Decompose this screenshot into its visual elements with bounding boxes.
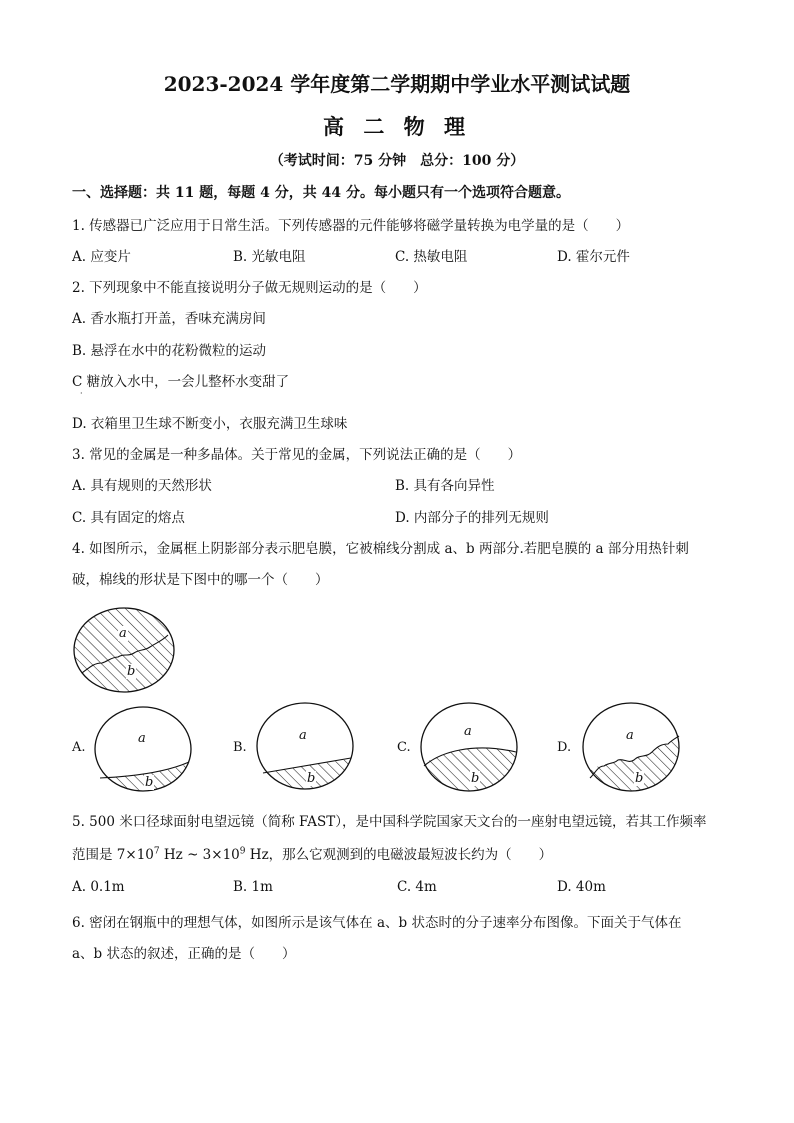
option-a-label-a: a (138, 731, 146, 746)
exam-subject: 高 二 物 理 (323, 114, 471, 139)
q4-option-c-label: C. (397, 740, 411, 755)
q6-stem-line2: a、b 状态的叙述，正确的是（ ） (72, 946, 296, 962)
q2-option-a: A. 香水瓶打开盖，香味充满房间 (72, 311, 266, 327)
q2-option-d: D. 衣箱里卫生球不断变小，衣服充满卫生球味 (72, 416, 348, 432)
q2-option-c: C 糖放入水中，一会儿整杯水变甜了 (72, 374, 290, 390)
q5-stem-line1: 5. 500 米口径球面射电望远镜（简称 FAST），是中国科学院国家天文台的一座射电望远镜，若其工作频率 (72, 814, 707, 830)
q4-option-b-figure (254, 700, 356, 792)
q1-stem: 1. 传感器已广泛应用于日常生活。下列传感器的元件能够将磁学量转换为电学量的是（ ） (72, 218, 630, 234)
q4-option-d-label: D. (557, 740, 572, 755)
q4-stem-line1: 4. 如图所示，金属框上阴影部分表示肥皂膜，它被棉线分割成 a、b 两部分.若肥皂膜的 a 部分用热针刺 (72, 541, 689, 557)
q5-text-post: Hz，那么它观测到的电磁波最短波长约为（ ） (245, 847, 553, 863)
q1-option-a: A. 应变片 (72, 249, 131, 265)
q5-exponent-1: 7 (153, 846, 160, 857)
q1-option-c: C. 热敏电阻 (395, 249, 468, 265)
exam-title: 2023-2024 学年度第二学期期中学业水平测试试题 (163, 72, 631, 96)
q5-text-pre: 范围是 7×10 (72, 847, 154, 863)
q5-text-mid: Hz ~ 3×10 (159, 847, 240, 863)
q4-option-d-figure (580, 700, 682, 794)
option-c-label-b: b (471, 771, 480, 786)
exam-info: （考试时间：75 分钟 总分：100 分） (269, 153, 525, 169)
q4-stem-line2: 破，棉线的形状是下图中的哪一个（ ） (72, 572, 329, 588)
q5-option-d: D. 40m (557, 879, 606, 895)
soap-film-figure (72, 605, 178, 695)
q4-option-b-label: B. (233, 740, 247, 755)
dot-mark: · (80, 389, 83, 398)
option-d-label-a: a (626, 728, 634, 743)
main-figure-label-a: a (119, 626, 127, 641)
q3-option-b: B. 具有各向异性 (395, 478, 495, 494)
section-heading: 一、选择题：共 11 题，每题 4 分，共 44 分。每小题只有一个选项符合题意。 (72, 185, 570, 201)
option-a-label-b: b (145, 775, 154, 790)
q4-option-a-figure (92, 704, 194, 794)
option-d-label-b: b (635, 771, 644, 786)
q1-option-b: B. 光敏电阻 (233, 249, 306, 265)
q4-option-c-figure (418, 700, 520, 794)
q6-stem-line1: 6. 密闭在钢瓶中的理想气体，如图所示是该气体在 a、b 状态时的分子速率分布图像。下面关于气体在 (72, 915, 682, 931)
q5-option-b: B. 1m (233, 879, 273, 895)
q5-option-c: C. 4m (397, 879, 437, 895)
option-c-label-a: a (464, 724, 472, 739)
q5-exponent-2: 9 (239, 846, 246, 857)
q3-option-c: C. 具有固定的熔点 (72, 510, 185, 526)
q3-option-d: D. 内部分子的排列无规则 (395, 510, 549, 526)
q3-option-a: A. 具有规则的天然形状 (72, 478, 212, 494)
q4-option-a-label: A. (72, 740, 86, 755)
q5-stem-line2 (72, 843, 552, 863)
option-b-label-b: b (307, 771, 316, 786)
q2-stem: 2. 下列现象中不能直接说明分子做无规则运动的是（ ） (72, 280, 427, 296)
q3-stem: 3. 常见的金属是一种多晶体。关于常见的金属，下列说法正确的是（ ） (72, 447, 522, 463)
q2-option-b: B. 悬浮在水中的花粉微粒的运动 (72, 343, 267, 359)
option-b-label-a: a (299, 728, 307, 743)
q1-option-d: D. 霍尔元件 (557, 249, 630, 265)
main-figure-label-b: b (127, 664, 136, 679)
q5-option-a: A. 0.1m (72, 879, 125, 895)
